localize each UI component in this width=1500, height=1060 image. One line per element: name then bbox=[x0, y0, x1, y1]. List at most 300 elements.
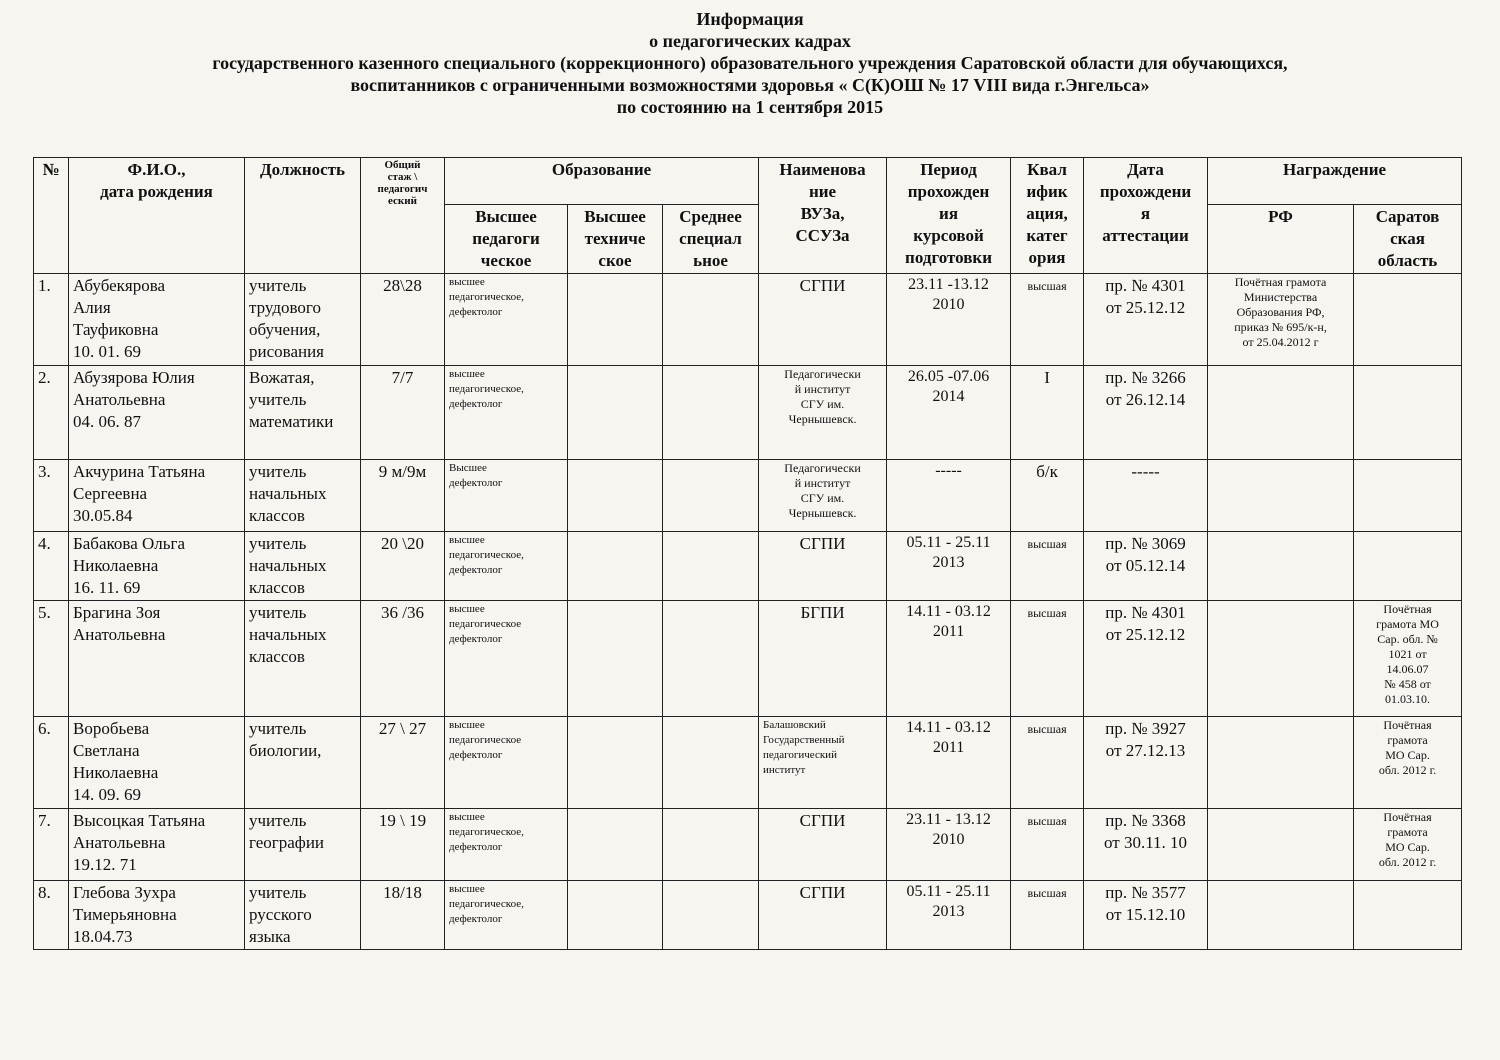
row-fio bbox=[69, 601, 245, 717]
row-period-line: 2014 bbox=[932, 388, 965, 405]
row-fio-line: 14. 09. 69 bbox=[73, 785, 141, 804]
row-award-sar-line: 01.03.10. bbox=[1385, 692, 1431, 706]
row-award-sar-line: грамота bbox=[1387, 733, 1428, 747]
row-position-line: математики bbox=[249, 412, 334, 431]
row-edu-mid-spec bbox=[663, 881, 759, 950]
row-award-rf bbox=[1208, 717, 1354, 809]
row-attest-line: пр. № 3069 bbox=[1105, 534, 1186, 553]
row-attest-line: ----- bbox=[1131, 462, 1160, 481]
table-row bbox=[34, 717, 1462, 809]
row-qual: высшая bbox=[1011, 717, 1084, 809]
row-attest-line: от 25.12.12 bbox=[1105, 298, 1186, 317]
row-edu-mid-spec bbox=[663, 717, 759, 809]
row-vuz-line: Педагогически bbox=[784, 367, 861, 381]
title-line-3: государственного казенного специального (коррекционного) образовательного учреждения Саратовской области для обучающихся, bbox=[212, 53, 1288, 73]
row-position bbox=[245, 274, 361, 366]
col-awards-sar bbox=[1354, 205, 1462, 274]
col-education: Образование bbox=[445, 158, 759, 205]
col-attest bbox=[1084, 158, 1208, 274]
header-line: ское bbox=[598, 251, 632, 270]
row-award-sar-line: грамота bbox=[1387, 825, 1428, 839]
header-line: Наименова bbox=[779, 160, 866, 179]
row-edu-mid-spec bbox=[663, 809, 759, 881]
row-award-sar-line: Почётная bbox=[1383, 810, 1432, 824]
title-line-4: воспитанников с ограниченными возможностями здоровья « С(К)ОШ № 17 VIII вида г.Энгельса» bbox=[350, 75, 1150, 95]
header-line: ория bbox=[1028, 248, 1066, 267]
row-award-sar bbox=[1354, 601, 1462, 717]
row-qual: высшая bbox=[1011, 881, 1084, 950]
table-row bbox=[34, 366, 1462, 460]
row-period-line: 23.11 - 13.12 bbox=[906, 811, 991, 828]
row-attest bbox=[1084, 274, 1208, 366]
header-line: дата рождения bbox=[100, 182, 213, 201]
row-edu-high-tech bbox=[568, 532, 663, 601]
row-vuz-line: СГУ им. bbox=[800, 491, 845, 505]
row-fio-line: Воробьева bbox=[73, 719, 150, 738]
row-edu-high-tech bbox=[568, 809, 663, 881]
row-fio-line: Абузярова Юлия bbox=[73, 368, 195, 387]
row-vuz-line: БГПИ bbox=[800, 603, 845, 622]
row-attest-line: пр. № 4301 bbox=[1105, 276, 1186, 295]
header-line: ВУЗа, bbox=[800, 204, 845, 223]
row-edu-high-ped bbox=[445, 881, 568, 950]
row-attest-line: пр. № 3577 bbox=[1105, 883, 1186, 902]
row-period-line: 26.05 -07.06 bbox=[907, 368, 990, 385]
row-fio-line: Тауфиковна bbox=[73, 320, 159, 339]
row-fio-line: Сергеевна bbox=[73, 484, 148, 503]
row-edu-high-ped bbox=[445, 460, 568, 532]
row-stazh: 27 \ 27 bbox=[361, 717, 445, 809]
row-position-line: классов bbox=[249, 578, 305, 597]
row-position bbox=[245, 601, 361, 717]
row-attest bbox=[1084, 881, 1208, 950]
row-attest bbox=[1084, 809, 1208, 881]
row-award-rf bbox=[1208, 601, 1354, 717]
header-line: Высшее bbox=[584, 207, 646, 226]
row-edu-high-ped-line: высшее bbox=[449, 883, 485, 895]
row-vuz bbox=[759, 274, 887, 366]
row-attest-line: от 26.12.14 bbox=[1105, 390, 1186, 409]
row-position-line: языка bbox=[249, 927, 291, 946]
row-edu-high-ped-line: дефектолог bbox=[449, 306, 503, 318]
header-line: ьное bbox=[693, 251, 728, 270]
row-position-line: учитель bbox=[249, 462, 307, 481]
row-edu-high-ped-line: педагогическое bbox=[449, 734, 522, 746]
row-position bbox=[245, 532, 361, 601]
row-qual: высшая bbox=[1011, 532, 1084, 601]
row-edu-high-ped-line: педагогическое bbox=[449, 618, 522, 630]
row-vuz-line: й институт bbox=[794, 476, 851, 490]
row-fio-line: Акчурина Татьяна bbox=[73, 462, 206, 481]
row-period bbox=[887, 532, 1011, 601]
title-line-1: Информация bbox=[696, 9, 804, 29]
row-fio bbox=[69, 881, 245, 950]
header-line: стаж \ bbox=[387, 171, 418, 183]
row-vuz-line: Чернышевск. bbox=[788, 412, 857, 426]
row-vuz-line: СГПИ bbox=[799, 811, 846, 830]
row-fio bbox=[69, 809, 245, 881]
table-row bbox=[34, 601, 1462, 717]
row-edu-high-ped bbox=[445, 274, 568, 366]
row-vuz bbox=[759, 809, 887, 881]
row-position-line: начальных bbox=[249, 556, 327, 575]
header-line: ация, bbox=[1026, 204, 1068, 223]
header-line: Период bbox=[920, 160, 977, 179]
row-qual: б/к bbox=[1011, 460, 1084, 532]
row-edu-high-ped-line: дефектолог bbox=[449, 564, 503, 576]
row-award-sar-line: № 458 от bbox=[1384, 677, 1431, 691]
row-award-sar bbox=[1354, 460, 1462, 532]
row-position-line: русского bbox=[249, 905, 312, 924]
table-row bbox=[34, 532, 1462, 601]
row-edu-high-tech bbox=[568, 881, 663, 950]
row-edu-high-ped bbox=[445, 601, 568, 717]
row-vuz-line: институт bbox=[763, 764, 806, 776]
row-period-line: 2010 bbox=[932, 831, 965, 848]
row-fio bbox=[69, 532, 245, 601]
row-position bbox=[245, 366, 361, 460]
row-period bbox=[887, 809, 1011, 881]
row-fio-line: Алия bbox=[73, 298, 111, 317]
row-vuz bbox=[759, 460, 887, 532]
row-period-line: 05.11 - 25.11 bbox=[906, 534, 991, 551]
row-award-sar bbox=[1354, 881, 1462, 950]
row-award-rf bbox=[1208, 809, 1354, 881]
row-stazh: 19 \ 19 bbox=[361, 809, 445, 881]
row-position-line: Вожатая, bbox=[249, 368, 315, 387]
row-edu-mid-spec bbox=[663, 601, 759, 717]
row-stazh: 9 м/9м bbox=[361, 460, 445, 532]
header-line: ия bbox=[939, 204, 959, 223]
row-num: 8. bbox=[34, 881, 69, 950]
row-vuz-line: СГПИ bbox=[799, 534, 846, 553]
row-award-sar bbox=[1354, 809, 1462, 881]
row-period bbox=[887, 601, 1011, 717]
row-num: 7. bbox=[34, 809, 69, 881]
col-num: № bbox=[34, 158, 69, 274]
row-position-line: обучения, bbox=[249, 320, 321, 339]
row-position-line: учитель bbox=[249, 719, 307, 738]
row-fio-line: 04. 06. 87 bbox=[73, 412, 141, 431]
header-line: Среднее bbox=[679, 207, 742, 226]
row-edu-high-ped-line: дефектолог bbox=[449, 913, 503, 925]
row-period-line: 23.11 -13.12 bbox=[908, 276, 989, 293]
row-vuz-line: Чернышевск. bbox=[788, 506, 857, 520]
header-line: Общий bbox=[384, 159, 421, 171]
row-award-rf bbox=[1208, 532, 1354, 601]
row-period bbox=[887, 274, 1011, 366]
row-vuz bbox=[759, 717, 887, 809]
row-attest bbox=[1084, 366, 1208, 460]
row-award-rf-line: приказ № 695/к-н, bbox=[1234, 320, 1327, 334]
row-award-rf bbox=[1208, 460, 1354, 532]
header-line: катег bbox=[1026, 226, 1068, 245]
row-edu-high-ped-line: высшее bbox=[449, 534, 485, 546]
row-qual: высшая bbox=[1011, 274, 1084, 366]
col-edu-high-tech bbox=[568, 205, 663, 274]
row-attest bbox=[1084, 717, 1208, 809]
row-stazh: 20 \20 bbox=[361, 532, 445, 601]
header-line: область bbox=[1377, 251, 1438, 270]
row-stazh: 18/18 bbox=[361, 881, 445, 950]
col-position: Должность bbox=[245, 158, 361, 274]
row-edu-high-ped-line: высшее bbox=[449, 368, 485, 380]
row-stazh: 36 /36 bbox=[361, 601, 445, 717]
row-vuz-line: Государственный bbox=[763, 734, 845, 746]
row-vuz bbox=[759, 366, 887, 460]
row-position-line: учитель bbox=[249, 603, 307, 622]
header-line: техниче bbox=[584, 229, 646, 248]
row-vuz-line: Педагогически bbox=[784, 461, 861, 475]
row-fio-line: Анатольевна bbox=[73, 833, 166, 852]
row-num: 3. bbox=[34, 460, 69, 532]
row-edu-high-ped-line: высшее bbox=[449, 719, 485, 731]
row-edu-high-ped bbox=[445, 717, 568, 809]
row-vuz bbox=[759, 881, 887, 950]
header-line: Высшее bbox=[475, 207, 537, 226]
row-fio-line: Николаевна bbox=[73, 763, 159, 782]
title-line-5: по состоянию на 1 сентября 2015 bbox=[616, 97, 884, 117]
row-num: 2. bbox=[34, 366, 69, 460]
row-num: 1. bbox=[34, 274, 69, 366]
row-edu-high-tech bbox=[568, 601, 663, 717]
row-edu-mid-spec bbox=[663, 274, 759, 366]
row-edu-high-ped-line: высшее bbox=[449, 811, 485, 823]
row-period-line: 2013 bbox=[932, 554, 965, 571]
row-fio bbox=[69, 274, 245, 366]
row-period-line: 2011 bbox=[932, 623, 965, 640]
header-line: ифик bbox=[1026, 182, 1068, 201]
row-edu-high-ped-line: дефектолог bbox=[449, 841, 503, 853]
row-period-line: 05.11 - 25.11 bbox=[906, 883, 991, 900]
table-row bbox=[34, 881, 1462, 950]
row-period-line: 14.11 - 03.12 bbox=[906, 603, 991, 620]
header-line: ская bbox=[1390, 229, 1425, 248]
row-vuz bbox=[759, 601, 887, 717]
row-fio-line: 16. 11. 69 bbox=[73, 578, 141, 597]
row-fio bbox=[69, 366, 245, 460]
row-attest bbox=[1084, 601, 1208, 717]
row-fio-line: 19.12. 71 bbox=[73, 855, 137, 874]
row-edu-high-ped bbox=[445, 366, 568, 460]
row-period bbox=[887, 717, 1011, 809]
header-line: ческое bbox=[480, 251, 532, 270]
row-attest bbox=[1084, 532, 1208, 601]
row-fio bbox=[69, 460, 245, 532]
header-line: я bbox=[1140, 204, 1151, 223]
row-period bbox=[887, 366, 1011, 460]
row-fio-line: Брагина Зоя bbox=[73, 603, 161, 622]
row-fio-line: Глебова Зухра bbox=[73, 883, 176, 902]
col-qual bbox=[1011, 158, 1084, 274]
row-position-line: биологии, bbox=[249, 741, 322, 760]
row-edu-high-ped-line: Высшее bbox=[449, 462, 487, 474]
row-edu-high-ped-line: дефектолог bbox=[449, 477, 503, 489]
header-line: Дата bbox=[1127, 160, 1164, 179]
row-edu-high-ped-line: педагогическое, bbox=[449, 383, 524, 395]
row-award-sar-line: Сар. обл. № bbox=[1377, 632, 1438, 646]
header-line: еский bbox=[388, 195, 417, 207]
row-edu-high-ped-line: педагогическое, bbox=[449, 291, 524, 303]
row-num: 6. bbox=[34, 717, 69, 809]
row-period-line: 2011 bbox=[932, 739, 965, 756]
row-edu-high-ped-line: дефектолог bbox=[449, 633, 503, 645]
row-fio-line: Светлана bbox=[73, 741, 140, 760]
row-period-line: 14.11 - 03.12 bbox=[906, 719, 991, 736]
col-stazh bbox=[361, 158, 445, 274]
row-award-rf-line: Почётная грамота bbox=[1234, 275, 1327, 289]
row-attest-line: пр. № 4301 bbox=[1105, 603, 1186, 622]
header-line: Ф.И.О., bbox=[127, 160, 186, 179]
row-position-line: классов bbox=[249, 506, 305, 525]
row-edu-high-ped-line: педагогическое, bbox=[449, 826, 524, 838]
header-line: прохожден bbox=[907, 182, 990, 201]
row-position-line: учитель bbox=[249, 276, 307, 295]
row-position-line: рисования bbox=[249, 342, 325, 361]
row-vuz-line: педагогический bbox=[763, 749, 837, 761]
document-title bbox=[30, 8, 1470, 118]
row-qual: I bbox=[1011, 366, 1084, 460]
header-line: ССУЗа bbox=[795, 226, 850, 245]
row-fio-line: Абубекярова bbox=[73, 276, 166, 295]
row-award-rf-line: Образования РФ, bbox=[1236, 305, 1325, 319]
row-vuz-line: й институт bbox=[794, 382, 851, 396]
table-row bbox=[34, 460, 1462, 532]
row-stazh: 7/7 bbox=[361, 366, 445, 460]
row-edu-high-ped-line: высшее bbox=[449, 276, 485, 288]
header-line: специал bbox=[679, 229, 742, 248]
header-line: ние bbox=[808, 182, 837, 201]
row-award-sar-line: 1021 от bbox=[1388, 647, 1427, 661]
row-attest bbox=[1084, 460, 1208, 532]
header-line: педагоги bbox=[472, 229, 540, 248]
row-period bbox=[887, 460, 1011, 532]
row-award-sar-line: Почётная bbox=[1383, 602, 1432, 616]
row-position bbox=[245, 717, 361, 809]
row-position-line: начальных bbox=[249, 625, 327, 644]
row-award-sar bbox=[1354, 274, 1462, 366]
row-award-sar bbox=[1354, 366, 1462, 460]
row-fio-line: Анатольевна bbox=[73, 625, 166, 644]
col-vuz bbox=[759, 158, 887, 274]
row-fio-line: Тимерьяновна bbox=[73, 905, 177, 924]
row-qual: высшая bbox=[1011, 809, 1084, 881]
row-fio-line: 10. 01. 69 bbox=[73, 342, 141, 361]
staff-table bbox=[33, 157, 1462, 950]
row-vuz-line: СГПИ bbox=[799, 276, 846, 295]
row-position-line: начальных bbox=[249, 484, 327, 503]
row-award-sar-line: Почётная bbox=[1383, 718, 1432, 732]
row-edu-high-ped-line: высшее bbox=[449, 603, 485, 615]
row-fio-line: Бабакова Ольга bbox=[73, 534, 186, 553]
row-edu-mid-spec bbox=[663, 532, 759, 601]
col-period bbox=[887, 158, 1011, 274]
row-edu-high-ped-line: дефектолог bbox=[449, 749, 503, 761]
row-award-sar-line: грамота МО bbox=[1376, 617, 1439, 631]
row-attest-line: от 15.12.10 bbox=[1105, 905, 1186, 924]
row-edu-high-ped bbox=[445, 809, 568, 881]
row-position-line: учитель bbox=[249, 390, 307, 409]
row-award-sar-line: МО Сар. bbox=[1385, 840, 1430, 854]
row-num: 5. bbox=[34, 601, 69, 717]
header-line: педагогич bbox=[377, 183, 428, 195]
header-line: курсовой bbox=[913, 226, 984, 245]
row-period-line: 2010 bbox=[932, 296, 965, 313]
row-fio bbox=[69, 717, 245, 809]
row-edu-high-tech bbox=[568, 717, 663, 809]
row-edu-high-ped-line: педагогическое, bbox=[449, 898, 524, 910]
row-vuz-line: СГУ им. bbox=[800, 397, 845, 411]
row-fio-line: 18.04.73 bbox=[73, 927, 133, 946]
header-line: подготовки bbox=[905, 248, 992, 267]
row-edu-mid-spec bbox=[663, 460, 759, 532]
header-line: прохождени bbox=[1099, 182, 1192, 201]
row-award-sar bbox=[1354, 532, 1462, 601]
row-award-rf-line: Министерства bbox=[1243, 290, 1318, 304]
row-attest-line: пр. № 3927 bbox=[1105, 719, 1186, 738]
row-attest-line: пр. № 3266 bbox=[1105, 368, 1186, 387]
row-edu-high-ped bbox=[445, 532, 568, 601]
row-position-line: географии bbox=[249, 833, 325, 852]
row-attest-line: от 27.12.13 bbox=[1105, 741, 1186, 760]
row-vuz-line: СГПИ bbox=[799, 883, 846, 902]
row-award-rf bbox=[1208, 274, 1354, 366]
header-line: аттестации bbox=[1102, 226, 1189, 245]
row-qual: высшая bbox=[1011, 601, 1084, 717]
row-vuz bbox=[759, 532, 887, 601]
row-award-sar-line: МО Сар. bbox=[1385, 748, 1430, 762]
table-row bbox=[34, 809, 1462, 881]
row-edu-high-ped-line: педагогическое, bbox=[449, 549, 524, 561]
row-fio-line: Николаевна bbox=[73, 556, 159, 575]
row-edu-high-tech bbox=[568, 366, 663, 460]
header-line: Квал bbox=[1027, 160, 1067, 179]
row-attest-line: пр. № 3368 bbox=[1105, 811, 1186, 830]
row-stazh: 28\28 bbox=[361, 274, 445, 366]
row-fio-line: Высоцкая Татьяна bbox=[73, 811, 206, 830]
row-position bbox=[245, 881, 361, 950]
row-edu-mid-spec bbox=[663, 366, 759, 460]
row-period bbox=[887, 881, 1011, 950]
col-fio bbox=[69, 158, 245, 274]
header-line: Саратов bbox=[1375, 207, 1440, 226]
row-award-rf bbox=[1208, 366, 1354, 460]
row-award-sar bbox=[1354, 717, 1462, 809]
col-awards: Награждение bbox=[1208, 158, 1462, 205]
row-position-line: учитель bbox=[249, 811, 307, 830]
row-period-line: ----- bbox=[935, 462, 962, 479]
row-attest-line: от 25.12.12 bbox=[1105, 625, 1186, 644]
row-award-rf bbox=[1208, 881, 1354, 950]
row-award-rf-line: от 25.04.2012 г bbox=[1242, 335, 1319, 349]
row-position bbox=[245, 460, 361, 532]
row-fio-line: Анатольевна bbox=[73, 390, 166, 409]
row-position bbox=[245, 809, 361, 881]
row-period-line: 2013 bbox=[932, 903, 965, 920]
row-position-line: учитель bbox=[249, 534, 307, 553]
row-edu-high-tech bbox=[568, 274, 663, 366]
row-edu-high-ped-line: дефектолог bbox=[449, 398, 503, 410]
row-position-line: классов bbox=[249, 647, 305, 666]
row-award-sar-line: 14.06.07 bbox=[1386, 662, 1429, 676]
row-fio-line: 30.05.84 bbox=[73, 506, 133, 525]
col-edu-mid-spec bbox=[663, 205, 759, 274]
row-vuz-line: Балашовский bbox=[763, 719, 826, 731]
row-edu-high-tech bbox=[568, 460, 663, 532]
row-position-line: учитель bbox=[249, 883, 307, 902]
col-edu-high-ped bbox=[445, 205, 568, 274]
row-award-sar-line: обл. 2012 г. bbox=[1378, 855, 1437, 869]
